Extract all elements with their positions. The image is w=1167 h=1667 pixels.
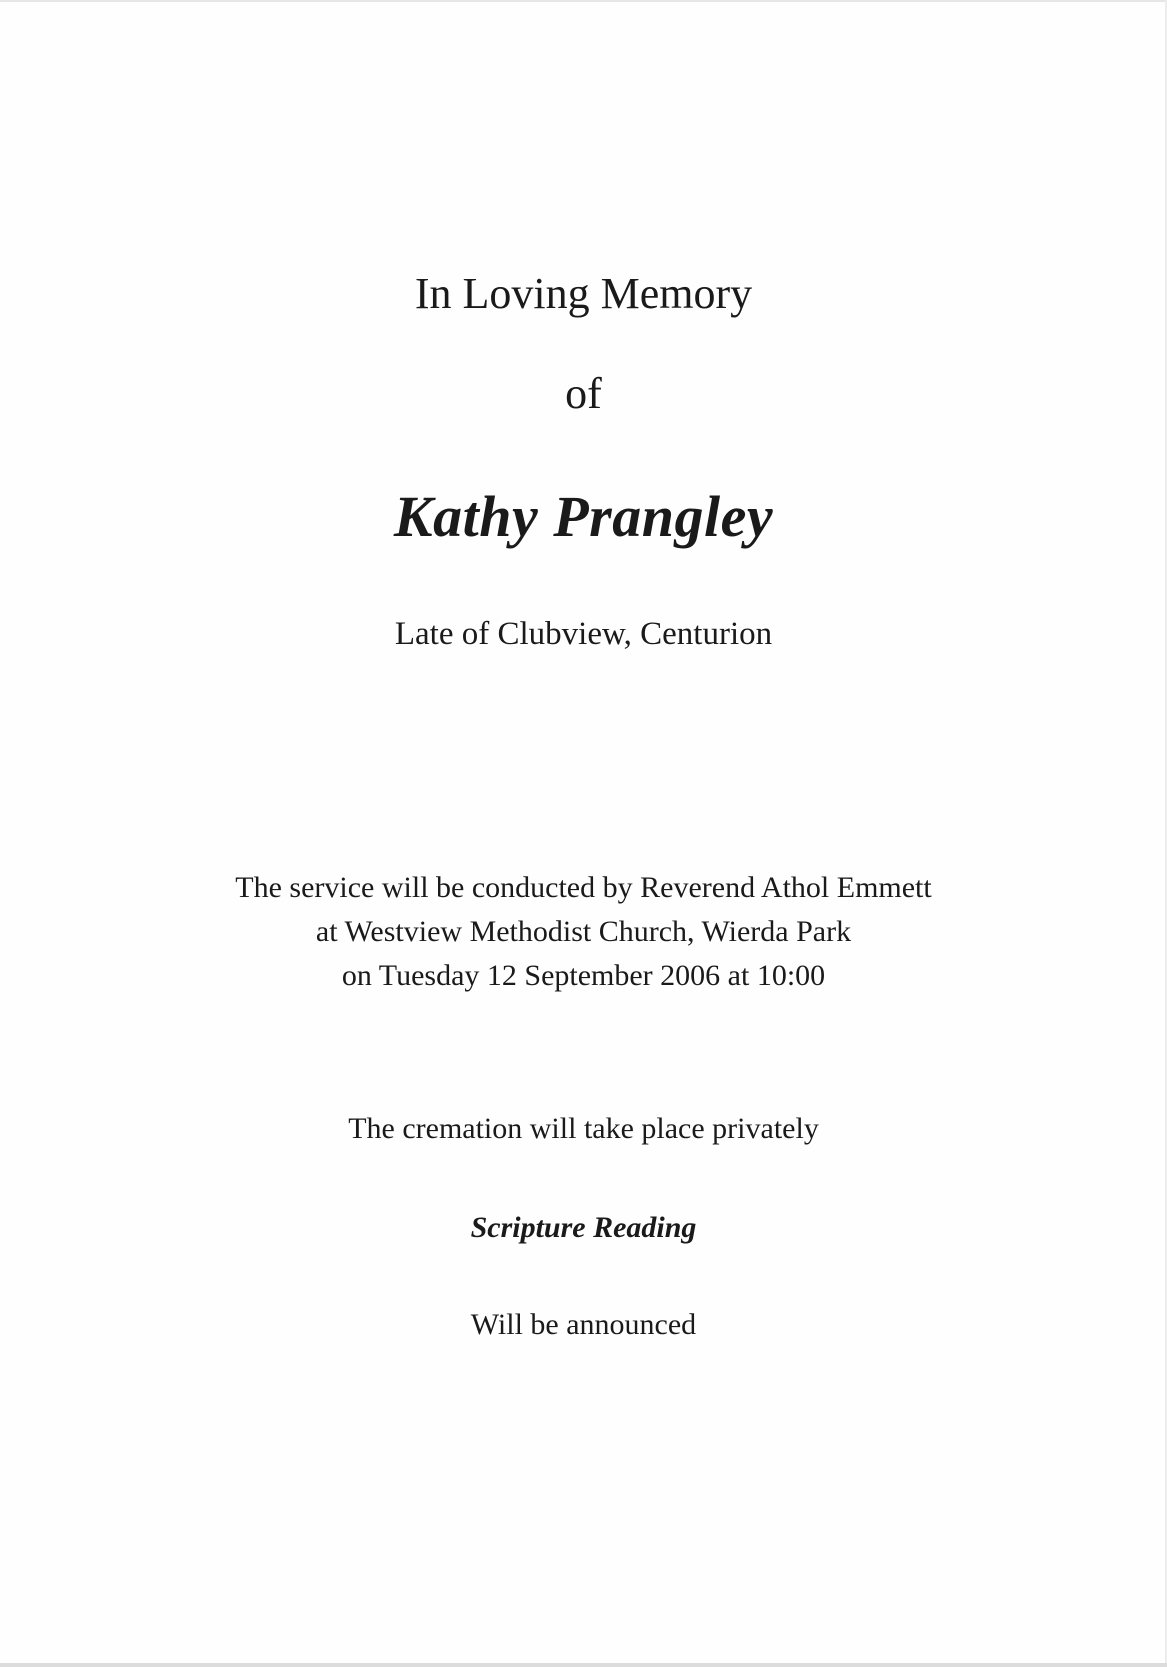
residence-line: Late of Clubview, Centurion xyxy=(394,616,773,652)
page-edge-bottom xyxy=(0,1663,1167,1667)
scripture-reading-title: Scripture Reading xyxy=(470,1211,697,1244)
cremation-notice: The cremation will take place privately xyxy=(348,1112,819,1145)
deceased-name: Kathy Prangley xyxy=(393,484,774,549)
service-line-2: at Westview Methodist Church, Wierda Park xyxy=(315,915,852,948)
heading-in-loving-memory: In Loving Memory xyxy=(414,269,753,318)
service-line-1: The service will be conducted by Reverend Athol Emmett xyxy=(235,871,932,904)
scripture-reading-note: Will be announced xyxy=(470,1308,697,1341)
service-line-3: on Tuesday 12 September 2006 at 10:00 xyxy=(341,959,826,992)
page-edge-top xyxy=(0,0,1167,2)
heading-of: of xyxy=(565,369,602,418)
